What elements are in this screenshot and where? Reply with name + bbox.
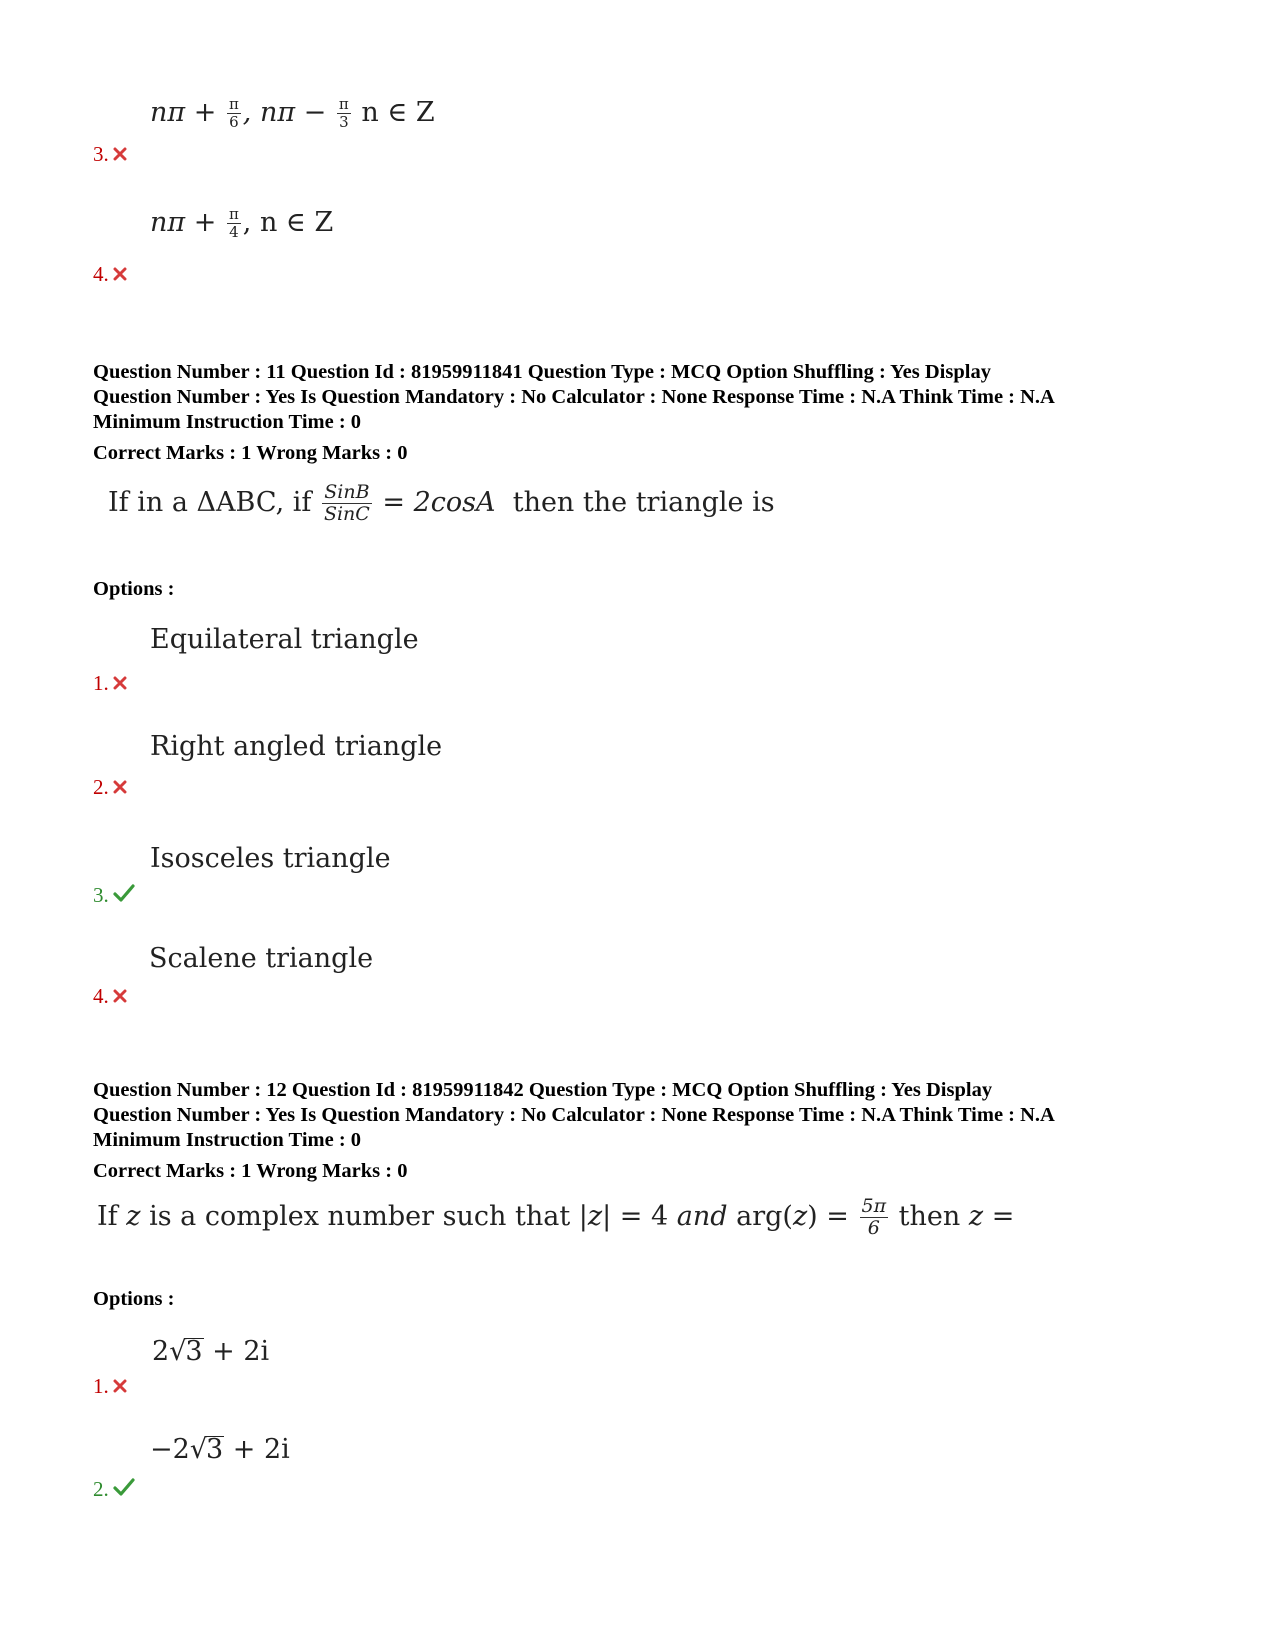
correct-check-icon [113, 884, 135, 906]
q11-marks: Correct Marks : 1 Wrong Marks : 0 [93, 442, 408, 464]
q12-option-1-text[interactable]: 2√3 + 2i [152, 1336, 270, 1367]
correct-check-icon [113, 1478, 135, 1500]
wrong-cross-icon [113, 672, 127, 694]
q11-option-1-text[interactable]: Equilateral triangle [150, 624, 419, 655]
q12-option-2-number: 2. [93, 1478, 135, 1500]
q12-options-label: Options : [93, 1288, 175, 1310]
fraction-pi-over-4: $\frac{\pi}{4}$ [228, 205, 239, 241]
wrong-cross-icon [113, 263, 127, 285]
q12-meta: Question Number : 12 Question Id : 81959911842 Question Type : MCQ Option Shuffling : Yes Display Question Number : Yes Is Question Mandatory : No Calculator : None Response Time : N.A Think Time : N.A Minimum Instruction Time : 0 [93, 1079, 1055, 1151]
prev-option-3-number: 3. [93, 143, 127, 165]
q11-meta: Question Number : 11 Question Id : 81959911841 Question Type : MCQ Option Shuffling : Yes Display Question Number : Yes Is Question Mandatory : No Calculator : None Response Time : N.A Think Time : N.A Minimum Instruction Time : 0 [93, 361, 1055, 433]
q11-option-3-text[interactable]: Isosceles triangle [150, 843, 391, 874]
q11-option-3-number: 3. [93, 884, 135, 906]
prev-option-4-math: nπ + $\frac{\pi}{4}$ , n ∈ Z [150, 205, 334, 241]
q11-options-label: Options : [93, 578, 175, 600]
fraction-pi-over-6: $\frac{\pi}{6}$ [228, 95, 239, 131]
wrong-cross-icon [113, 985, 127, 1007]
q12-option-1-number: 1. [93, 1375, 127, 1397]
wrong-cross-icon [113, 1375, 127, 1397]
fraction-5pi-over-6: $\frac{5\pi}{6}$ [861, 1195, 887, 1239]
q11-option-2-text[interactable]: Right angled triangle [150, 731, 443, 762]
q12-marks: Correct Marks : 1 Wrong Marks : 0 [93, 1160, 408, 1182]
wrong-cross-icon [113, 776, 127, 798]
wrong-cross-icon [113, 143, 127, 165]
q11-option-2-number: 2. [93, 776, 127, 798]
q11-option-4-text[interactable]: Scalene triangle [149, 943, 374, 974]
prev-option-4-number: 4. [93, 263, 127, 285]
prev-option-3-math: nπ + $\frac{\pi}{6}$ , nπ − $\frac{\pi}{3}$ n ∈ Z [150, 95, 435, 131]
q11-question-text: If in a ΔABC, if $\frac{\text{SinB}}{\text{SinC}}$ = 2cosA then the triangle is [108, 481, 775, 525]
q11-option-1-number: 1. [93, 672, 127, 694]
q12-option-2-text[interactable]: −2√3 + 2i [150, 1434, 290, 1465]
q11-option-4-number: 4. [93, 985, 127, 1007]
q12-question-text: If z is a complex number such that |z| = 4 and arg(z) = $\frac{5\pi}{6}$ then z = [97, 1195, 1015, 1239]
fraction-pi-over-3: $\frac{\pi}{3}$ [338, 95, 349, 131]
fraction-sinb-over-sinc: $\frac{\text{SinB}}{\text{SinC}}$ [323, 481, 370, 525]
